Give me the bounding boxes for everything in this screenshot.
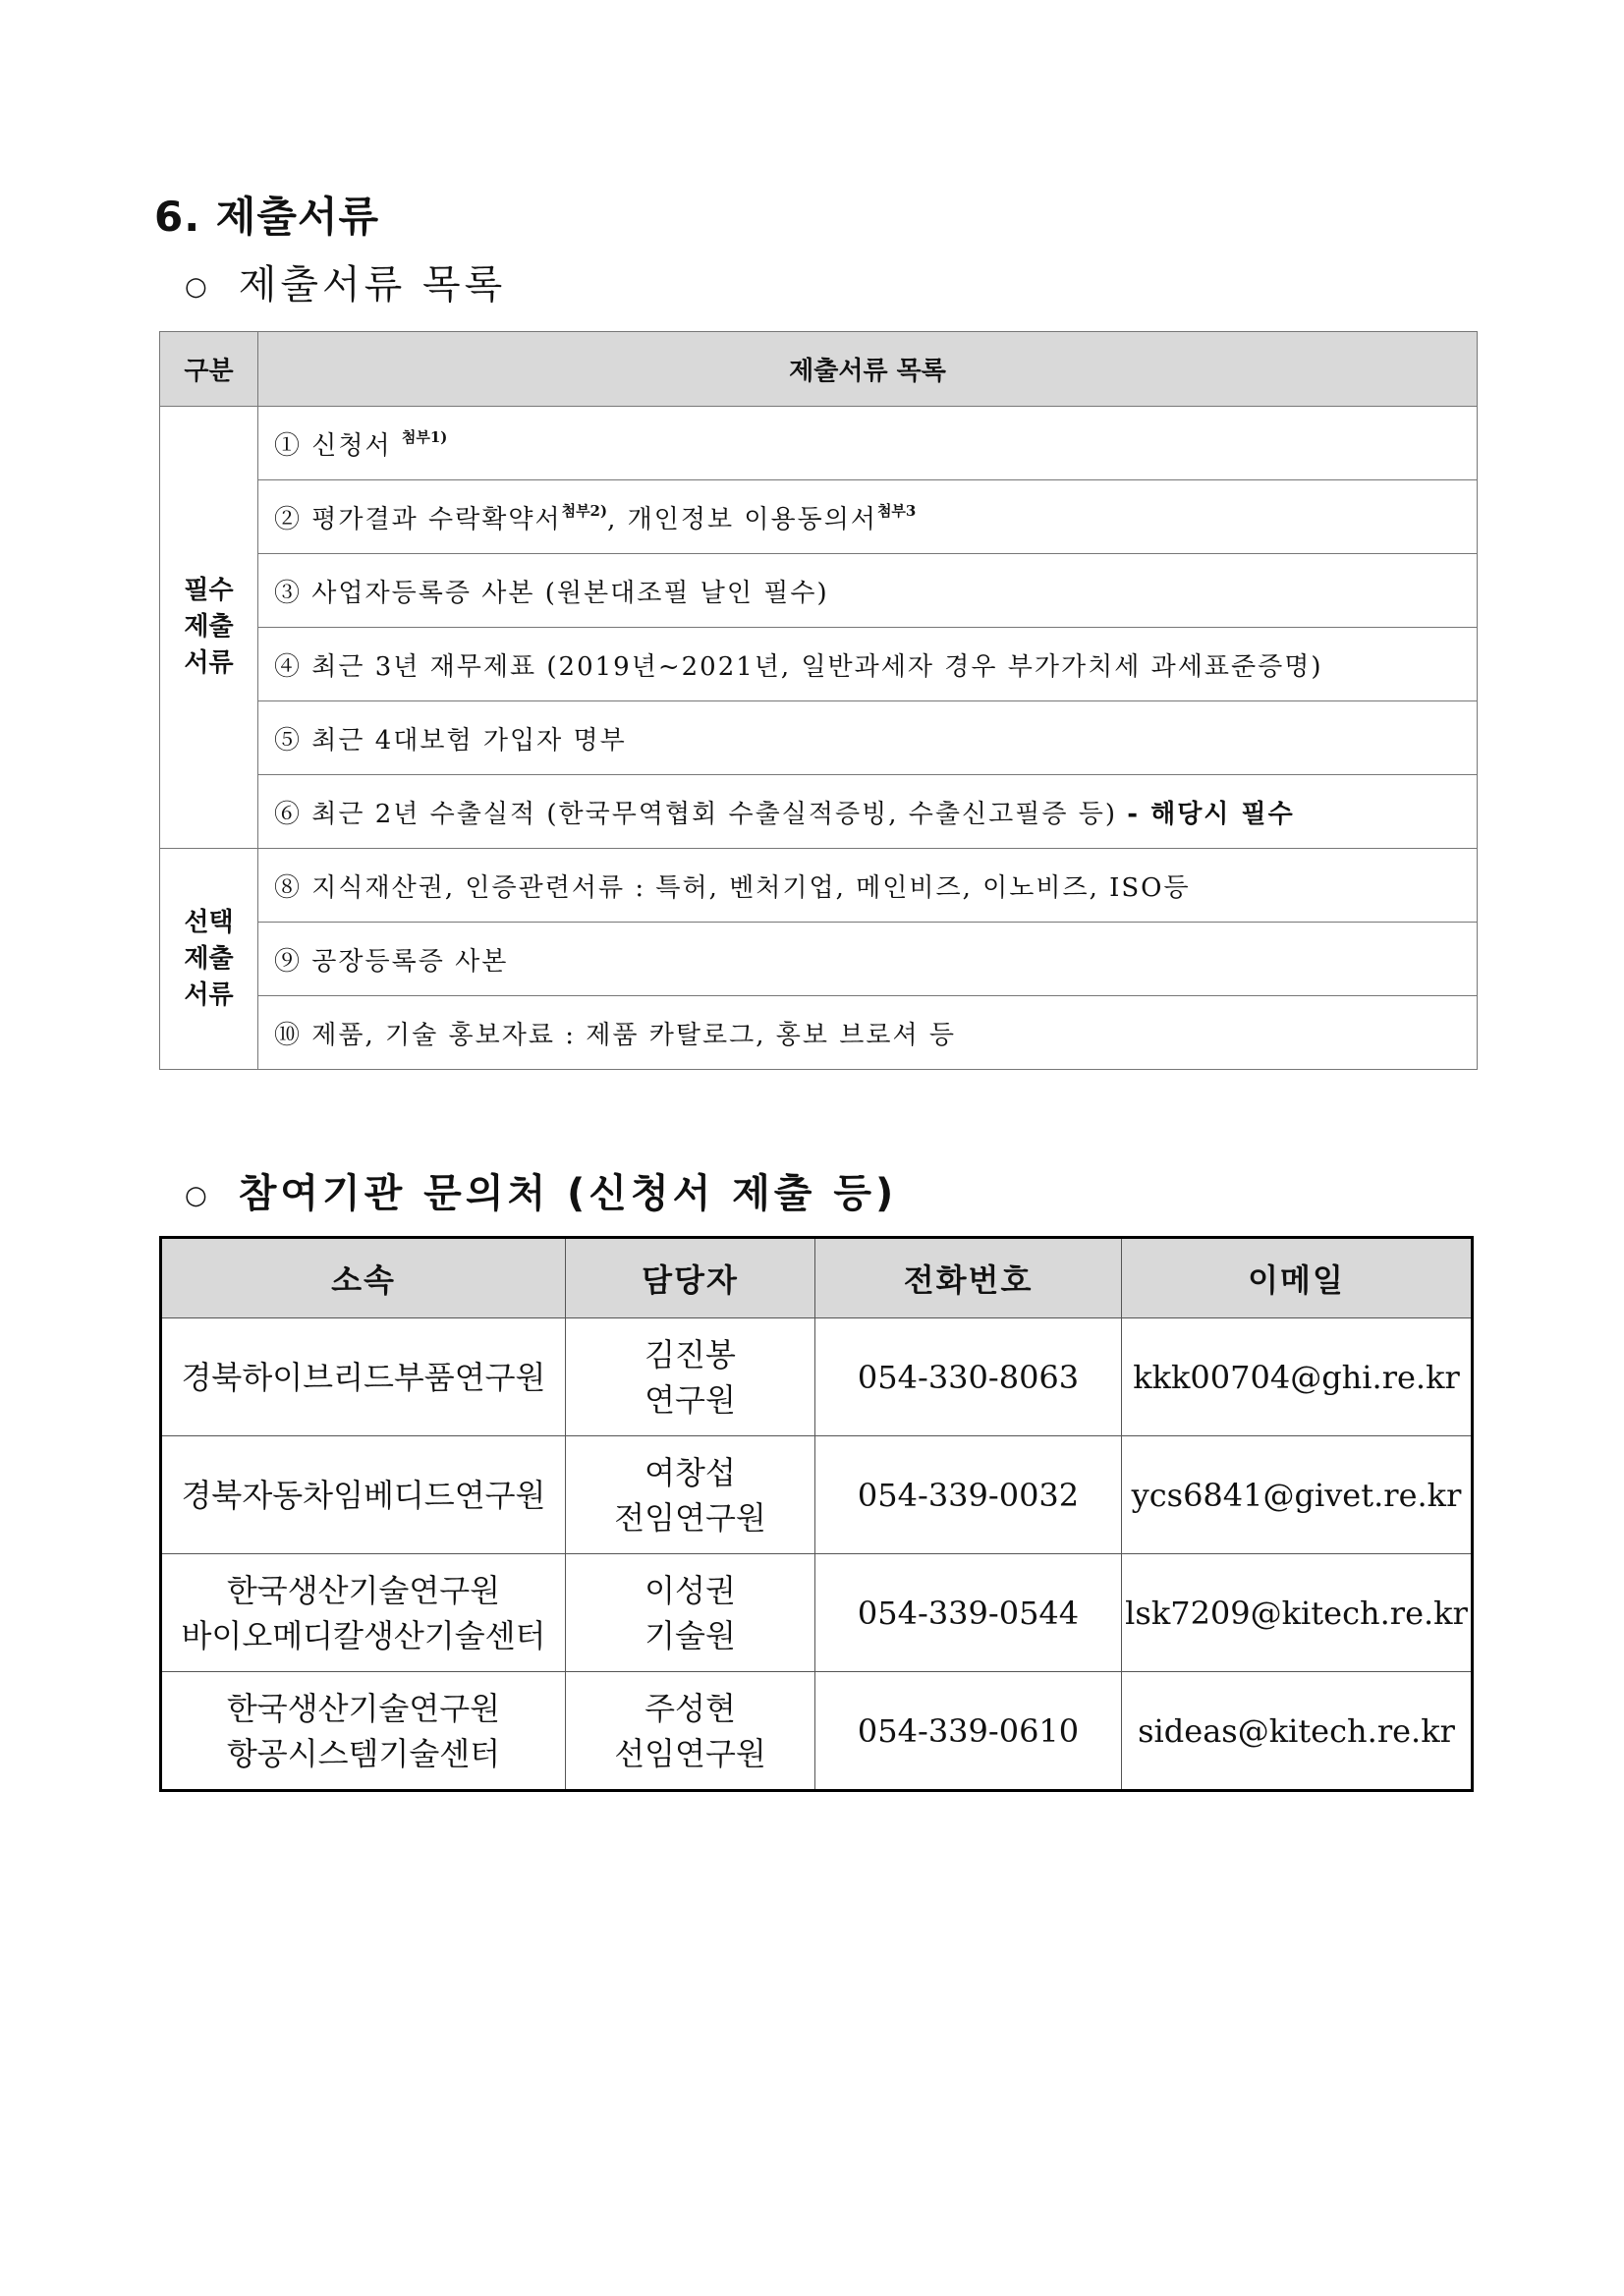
- required-group-label: [160, 407, 258, 849]
- phone-cell: 054-339-0544: [815, 1554, 1122, 1672]
- person-name: 이성권: [644, 1571, 736, 1609]
- organization-name: 경북하이브리드부품연구원: [181, 1358, 546, 1396]
- person-title: 기술원: [644, 1616, 736, 1654]
- phone-cell: 054-330-8063: [815, 1318, 1122, 1436]
- table-row: [160, 628, 1478, 701]
- section-title: 6. 제출서류: [154, 193, 380, 241]
- header-document-list: 제출서류 목록: [258, 332, 1478, 407]
- group-label-line: 제출: [184, 612, 234, 642]
- group-label-line: 선택: [184, 907, 234, 937]
- header-category: 구분: [160, 332, 258, 407]
- circle-bullet-icon: ○: [185, 272, 211, 302]
- table-row: [160, 480, 1478, 554]
- attachment-note: 첨부3: [876, 501, 917, 520]
- person-cell: [565, 1554, 814, 1672]
- document-item: ⑤ 최근 4대보험 가입자 명부: [258, 701, 1478, 775]
- table-header-row: [161, 1238, 1473, 1318]
- contacts-table: [159, 1236, 1474, 1792]
- table-row: [160, 554, 1478, 628]
- person-name: 주성현: [644, 1689, 736, 1727]
- subsection-title-contacts: [185, 1162, 897, 1218]
- email-cell: sideas@kitech.re.kr: [1122, 1672, 1473, 1791]
- circle-bullet-icon: ○: [185, 1181, 211, 1210]
- table-row: [161, 1554, 1473, 1672]
- group-label-line: 서류: [184, 980, 234, 1010]
- document-item: [258, 480, 1478, 554]
- table-row: [160, 775, 1478, 849]
- person-name: 김진봉: [644, 1335, 736, 1373]
- document-item: ③ 사업자등록증 사본 (원본대조필 날인 필수): [258, 554, 1478, 628]
- table-row: [160, 996, 1478, 1070]
- person-title: 선임연구원: [614, 1734, 766, 1772]
- header-email: 이메일: [1122, 1238, 1473, 1318]
- email-cell: lsk7209@kitech.re.kr: [1122, 1554, 1473, 1672]
- table-row: [160, 407, 1478, 480]
- document-item-text: ① 신청서: [274, 430, 402, 461]
- email-cell: ycs6841@givet.re.kr: [1122, 1436, 1473, 1554]
- phone-cell: 054-339-0610: [815, 1672, 1122, 1791]
- group-label-line: 제출: [184, 943, 234, 974]
- attachment-note: 첨부1): [401, 427, 448, 446]
- document-item-text: , 개인정보 이용동의서: [607, 504, 877, 534]
- person-cell: [565, 1436, 814, 1554]
- attachment-note: 첨부2): [561, 501, 608, 520]
- organization-cell: [161, 1554, 566, 1672]
- organization-division: 바이오메디칼생산기술센터: [181, 1616, 546, 1654]
- document-item: ⑨ 공장등록증 사본: [258, 923, 1478, 996]
- group-label-line: 서류: [184, 648, 234, 678]
- table-row: [160, 701, 1478, 775]
- document-item: ⑧ 지식재산권, 인증관련서류 : 특허, 벤처기업, 메인비즈, 이노비즈, ISO등: [258, 849, 1478, 923]
- table-row: [160, 849, 1478, 923]
- document-item-text: ② 평가결과 수락확약서: [274, 504, 562, 534]
- subsection-title-docs-text: 제출서류 목록: [238, 262, 507, 308]
- table-row: [160, 923, 1478, 996]
- organization-cell: [161, 1436, 566, 1554]
- organization-cell: [161, 1318, 566, 1436]
- table-row: [161, 1318, 1473, 1436]
- organization-division: 항공시스템기술센터: [226, 1734, 501, 1772]
- person-cell: [565, 1318, 814, 1436]
- header-phone: 전화번호: [815, 1238, 1122, 1318]
- phone-cell: 054-339-0032: [815, 1436, 1122, 1554]
- table-header-row: [160, 332, 1478, 407]
- group-label-line: 필수: [184, 576, 234, 605]
- organization-name: 경북자동차임베디드연구원: [181, 1476, 546, 1514]
- document-item: ⑩ 제품, 기술 홍보자료 : 제품 카탈로그, 홍보 브로셔 등: [258, 996, 1478, 1070]
- document-item: [258, 775, 1478, 849]
- person-title: 연구원: [644, 1380, 736, 1419]
- organization-name: 한국생산기술연구원: [226, 1689, 501, 1727]
- subsection-title-docs: [185, 253, 506, 309]
- organization-name: 한국생산기술연구원: [226, 1571, 501, 1609]
- required-documents-table: [159, 331, 1478, 1070]
- person-name: 여창섭: [644, 1453, 736, 1491]
- person-title: 전임연구원: [614, 1498, 766, 1537]
- document-item-text: ⑥ 최근 2년 수출실적 (한국무역협회 수출실적증빙, 수출신고필증 등): [274, 799, 1128, 829]
- table-row: [161, 1436, 1473, 1554]
- person-cell: [565, 1672, 814, 1791]
- document-item: ④ 최근 3년 재무제표 (2019년~2021년, 일반과세자 경우 부가가치세 과세표준증명): [258, 628, 1478, 701]
- organization-cell: [161, 1672, 566, 1791]
- header-person: 담당자: [565, 1238, 814, 1318]
- email-cell: kkk00704@ghi.re.kr: [1122, 1318, 1473, 1436]
- document-item: [258, 407, 1478, 480]
- optional-group-label: [160, 849, 258, 1070]
- header-organization: 소속: [161, 1238, 566, 1318]
- required-if-applicable-note: - 해당시 필수: [1127, 799, 1295, 829]
- table-row: [161, 1672, 1473, 1791]
- subsection-title-contacts-text: 참여기관 문의처 (신청서 제출 등): [238, 1171, 898, 1216]
